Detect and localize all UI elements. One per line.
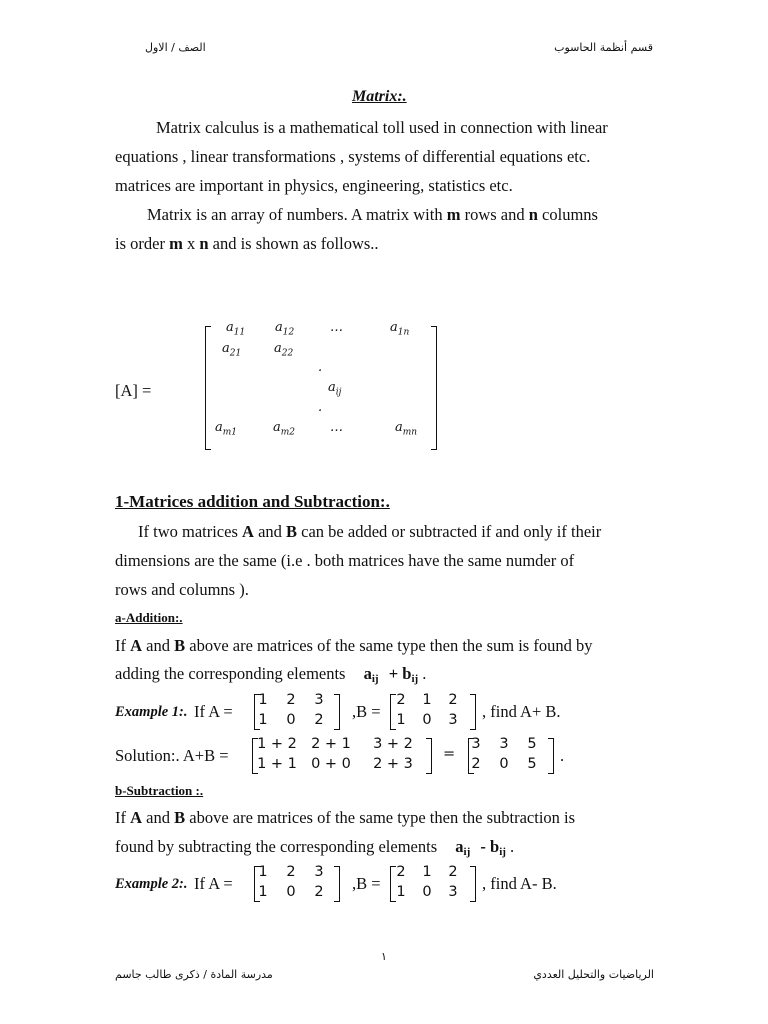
ex1-B-cell: 1 [396, 712, 406, 728]
text: and [142, 636, 175, 655]
plus-op: + [388, 664, 399, 683]
intro-text: is order [115, 234, 170, 253]
A-symbol: A [130, 636, 143, 655]
sol-equals: = [443, 746, 456, 762]
B-symbol: B [174, 636, 186, 655]
text: and [253, 522, 287, 541]
ex1-A-cell: 0 [286, 712, 296, 728]
example-1-label: Example 1:. [115, 704, 188, 720]
sol-sum-cell: 1 + 1 [257, 756, 297, 772]
matrix-left-bracket [205, 326, 211, 450]
element-a22: $a_{22}$ [274, 341, 294, 359]
sol-result-cell: 0 [499, 756, 509, 772]
header-left: الصف / الاول [145, 41, 206, 54]
n-symbol: n [528, 205, 538, 224]
ij-sub: ij [411, 673, 419, 685]
matrix-A-label: [A] = [115, 381, 152, 400]
ex2-A-cell: 2 [314, 884, 324, 900]
sol-result-cell: 3 [471, 736, 481, 752]
ex1-B-cell: 3 [448, 712, 458, 728]
sol-sum-cell: 2 + 1 [311, 736, 351, 752]
ex2-B-cell: 1 [396, 884, 406, 900]
m-symbol: m [446, 205, 461, 224]
footer-right: الرياضيات والتحليل العددي [533, 968, 654, 981]
matrix-right-bracket [431, 326, 437, 450]
B-symbol: B [286, 522, 298, 541]
text: above are matrices of the same type then the sum is found by [185, 636, 593, 655]
b-symbol: b [402, 664, 412, 683]
subtraction-line-1 [115, 808, 575, 828]
sol-sum-cell: 2 + 3 [373, 756, 413, 772]
sol-sum-cell: 1 + 2 [257, 736, 297, 752]
ex1-A-cell: 1 [258, 712, 268, 728]
ex2-B-right-bracket [470, 866, 476, 902]
intro-line-5 [115, 234, 379, 254]
ex2-A-right-bracket [334, 866, 340, 902]
ex1-B-right-bracket [470, 694, 476, 730]
addition-heading: a-Addition:. [115, 610, 183, 625]
addition-line-2 [115, 664, 426, 685]
a-symbol: a [455, 837, 464, 856]
intro-line-1: Matrix calculus is a mathematical toll used in connection with linear [156, 118, 608, 137]
page-number: ١ [381, 950, 387, 963]
ex2-B-cell: 2 [396, 864, 406, 880]
ex1-A-cell: 3 [314, 692, 324, 708]
ex1-A-cell: 2 [286, 692, 296, 708]
example-1-find: , find A+ B. [482, 702, 561, 721]
text: If [115, 636, 131, 655]
intro-line-3: matrices are important in physics, engineering, statistics etc. [115, 176, 513, 195]
sol-result-cell: 3 [499, 736, 509, 752]
example-1-B-eq: ,B = [352, 702, 381, 721]
ex1-B-cell: 2 [396, 692, 406, 708]
intro-line-2: equations , linear transformations , systems of differential equations etc. [115, 147, 591, 166]
a-symbol: a [363, 664, 372, 683]
text: If two matrices [138, 522, 243, 541]
element-amn: $a_{mn}$ [395, 420, 418, 438]
ex2-B-cell: 3 [448, 884, 458, 900]
sol-sum-cell: 3 + 2 [373, 736, 413, 752]
example-1-if: If A = [194, 702, 233, 721]
vertical-dot: . [318, 360, 323, 375]
intro-text: columns [537, 205, 598, 224]
B-symbol: B [174, 808, 186, 827]
text: can be added or subtracted if and only if their [297, 522, 602, 541]
intro-line-4 [147, 205, 598, 225]
solution-period: . [560, 746, 565, 765]
addition-line-1 [115, 636, 592, 656]
ij-sub: ij [463, 846, 471, 858]
text: and [142, 808, 175, 827]
sol-sum-cell: 0 + 0 [311, 756, 351, 772]
ex2-A-cell: 1 [258, 864, 268, 880]
ex2-A-cell: 3 [314, 864, 324, 880]
header-right: قسم أنظمة الحاسوب [554, 41, 653, 54]
intro-text: and is shown as follows.. [208, 234, 379, 253]
element-a1n: $a_{1n}$ [390, 320, 410, 338]
section-line-3: rows and columns ). [115, 580, 249, 599]
subtraction-heading: b-Subtraction :. [115, 783, 204, 798]
minus-op: - [480, 837, 486, 856]
ex1-A-cell: 2 [314, 712, 324, 728]
section-line-2: dimensions are the same (i.e . both matrices have the same numder of [115, 551, 575, 570]
ex1-B-cell: 1 [422, 692, 432, 708]
element-b [402, 664, 418, 683]
element-am1: $a_{m1}$ [215, 420, 238, 438]
ex2-B-cell: 2 [448, 864, 458, 880]
ellipsis: … [330, 320, 343, 335]
sol-result-cell: 2 [471, 756, 481, 772]
ex1-B-cell: 2 [448, 692, 458, 708]
element-a12: $a_{12}$ [275, 320, 295, 338]
section-heading: 1-Matrices addition and Subtraction:. [115, 492, 390, 511]
res-right-bracket [548, 738, 554, 774]
sol-result-cell: 5 [527, 736, 537, 752]
ex1-A-cell: 1 [258, 692, 268, 708]
ex2-A-cell: 2 [286, 864, 296, 880]
element-a [455, 837, 470, 856]
ex2-A-cell: 0 [286, 884, 296, 900]
intro-text: Matrix is an array of numbers. A matrix with [147, 205, 447, 224]
ex1-A-right-bracket [334, 694, 340, 730]
sol-right-bracket [426, 738, 432, 774]
section-line-1 [138, 522, 601, 542]
element-aij: $a_{ij}$ [328, 380, 342, 398]
period: . [422, 664, 427, 683]
ij-sub: ij [371, 673, 379, 685]
ex2-B-cell: 1 [422, 864, 432, 880]
text: found by subtracting the corresponding elements [115, 837, 438, 856]
text: adding the corresponding elements [115, 664, 346, 683]
page-title: Matrix:. [352, 88, 407, 105]
element-a [364, 664, 379, 683]
ex1-B-cell: 0 [422, 712, 432, 728]
A-symbol: A [130, 808, 143, 827]
period: . [510, 837, 515, 856]
example-2-find: , find A- B. [482, 874, 557, 893]
b-symbol: b [490, 837, 500, 856]
element-a11: $a_{11}$ [226, 320, 246, 338]
element-am2: $a_{m2}$ [273, 420, 296, 438]
solution-label: Solution:. A+B = [115, 746, 229, 765]
text: above are matrices of the same type then the subtraction is [185, 808, 576, 827]
example-2-if: If A = [194, 874, 233, 893]
footer-left: مدرسة المادة / ذكرى طالب جاسم [115, 968, 273, 981]
ex2-B-cell: 0 [422, 884, 432, 900]
ex2-A-cell: 1 [258, 884, 268, 900]
example-2-B-eq: ,B = [352, 874, 381, 893]
subtraction-line-2 [115, 837, 514, 858]
ij-sub: ij [499, 846, 506, 858]
element-a21: $a_{21}$ [222, 341, 242, 359]
example-2-label: Example 2:. [115, 876, 188, 892]
vertical-dot: . [318, 400, 323, 415]
element-b [490, 837, 506, 856]
A-symbol: A [242, 522, 254, 541]
m-symbol: m [169, 234, 183, 253]
ellipsis: … [330, 420, 343, 435]
intro-text: rows and [460, 205, 529, 224]
intro-text: x [182, 234, 200, 253]
n-symbol: n [199, 234, 209, 253]
sol-result-cell: 5 [527, 756, 537, 772]
text: If [115, 808, 131, 827]
